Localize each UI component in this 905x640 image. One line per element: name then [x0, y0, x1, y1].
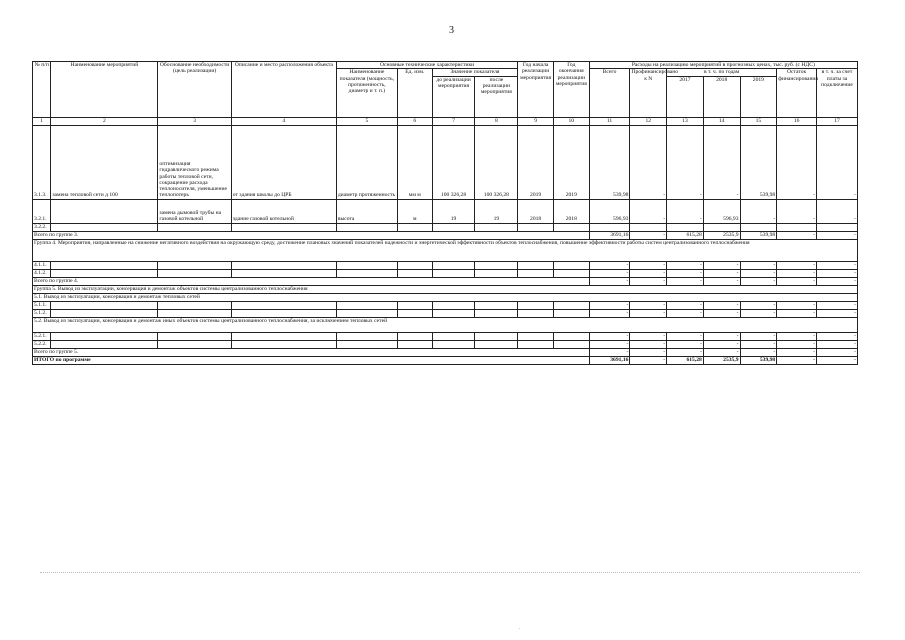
dash-cell: -: [589, 269, 630, 277]
value-before: 19: [432, 199, 475, 223]
header-row-1: [33, 62, 858, 69]
dash-cell: -: [817, 261, 858, 269]
col-index: 1: [33, 117, 51, 125]
group-heading-row: [33, 239, 858, 261]
group-total-row: [33, 277, 858, 285]
row-number: 5.2.1.: [33, 332, 51, 340]
dash-cell: -: [667, 348, 704, 356]
dash-cell: -: [630, 309, 667, 317]
cost-profinanced: -: [630, 231, 667, 239]
dash-cell: -: [777, 261, 817, 269]
hdr-2019: 2019: [740, 76, 777, 117]
col-index: 15: [740, 117, 777, 125]
cost-2017: 615,28: [667, 231, 704, 239]
year-start: 2019: [518, 125, 554, 199]
group-total-label: Всего по группе 3.: [33, 231, 590, 239]
table-row: [33, 125, 858, 199]
col-index: 7: [432, 117, 475, 125]
group-total-row: [33, 348, 858, 356]
dash-cell: -: [589, 348, 630, 356]
hdr-year-end: Год окончания реализации мероприятия: [553, 62, 589, 118]
dash-cell: -: [703, 261, 740, 269]
dash-cell: -: [777, 269, 817, 277]
dash-cell: -: [777, 277, 817, 285]
dash-cell: -: [740, 340, 777, 348]
dash-cell: -: [703, 301, 740, 309]
row-number: 4.1.1.: [33, 261, 51, 269]
dash-cell: -: [777, 332, 817, 340]
measure-name: замена тепловой сети д 100: [51, 125, 158, 199]
dash-cell: -: [589, 340, 630, 348]
year-end: 2019: [553, 125, 589, 199]
dash-cell: -: [703, 269, 740, 277]
subgroup-5-2-heading: 5.2. Вывод из эксплуатации, консервация и демонтаж иных объектов системы централизованного теплоснабжения, за исключением тепловых сетей: [33, 317, 858, 332]
cost-2019: 539,98: [740, 231, 777, 239]
hdr-location: Описание и место расположения объекта: [231, 62, 336, 118]
dash-cell: -: [667, 277, 704, 285]
dash-cell: -: [777, 309, 817, 317]
hdr-by-years: в т. ч. по годам: [667, 69, 777, 76]
measure-reason: замена дымовой трубы на газовой котельной: [158, 199, 231, 223]
dash-cell: -: [740, 332, 777, 340]
dash-cell: -: [589, 261, 630, 269]
col-index: 12: [630, 117, 667, 125]
cost-2018: 2535,9: [703, 356, 740, 364]
hdr-costs-group: Расходы на реализацию мероприятий в прогнозных ценах, тыс. руб. (с НДС): [589, 62, 857, 69]
dash-cell: -: [630, 277, 667, 285]
hdr-reason: Обоснование необходимости (цель реализации): [158, 62, 231, 118]
col-index: 11: [589, 117, 630, 125]
dash-cell: -: [630, 301, 667, 309]
row-number: 5.1.2.: [33, 309, 51, 317]
tech-name: высота: [336, 199, 397, 223]
table-row: [33, 261, 858, 269]
table-row: [33, 223, 858, 231]
value-after: 19: [475, 199, 518, 223]
row-number: 5.1.1.: [33, 301, 51, 309]
cost-profinanced: -: [630, 356, 667, 364]
scan-artifact-mark: .: [519, 625, 521, 631]
table-row: [33, 199, 858, 223]
dash-cell: -: [777, 340, 817, 348]
program-total-row: [33, 356, 858, 364]
dash-cell: -: [630, 269, 667, 277]
dash-cell: -: [740, 277, 777, 285]
col-index: 4: [231, 117, 336, 125]
hdr-2017: 2017: [667, 76, 704, 117]
cost-2017: -: [667, 199, 704, 223]
dash-cell: -: [817, 301, 858, 309]
year-end: 2018: [553, 199, 589, 223]
group-total-row: [33, 231, 858, 239]
col-index: 8: [475, 117, 518, 125]
year-start: 2018: [518, 199, 554, 223]
dash-cell: -: [589, 301, 630, 309]
hdr-value-after: после реализации мероприятия: [475, 76, 518, 117]
group-total-label: Всего по группе 5.: [33, 348, 590, 356]
dash-cell: -: [817, 277, 858, 285]
program-total-label: ИТОГО по программе: [33, 356, 590, 364]
dash-cell: -: [667, 332, 704, 340]
row-number: 3.2.2.: [33, 223, 51, 231]
cost-2018: 596,93: [703, 199, 740, 223]
cost-total: 3691,16: [589, 356, 630, 364]
hdr-2018: 2018: [703, 76, 740, 117]
dash-cell: -: [667, 261, 704, 269]
measure-reason: оптимизация гидравлического режима работы тепловой сети, сокращение расхода теплоносителя, уменьшение теплопотерь: [158, 125, 231, 199]
table-row: [33, 269, 858, 277]
dash-cell: -: [703, 348, 740, 356]
tech-unit: м: [397, 199, 432, 223]
dash-cell: -: [703, 340, 740, 348]
measure-name: [51, 199, 158, 223]
tech-unit: мм м: [397, 125, 432, 199]
table-row: [33, 340, 858, 348]
value-before: 100 326,28: [432, 125, 475, 199]
dash-cell: -: [740, 261, 777, 269]
col-index: 5: [336, 117, 397, 125]
cost-2019: 539,98: [740, 356, 777, 364]
dash-cell: -: [740, 301, 777, 309]
measure-location: от здания школы до ЦРБ: [231, 125, 336, 199]
dash-cell: -: [740, 269, 777, 277]
cost-2017: -: [667, 125, 704, 199]
hdr-num: № п/п: [33, 62, 51, 118]
dash-cell: -: [667, 340, 704, 348]
col-index: 13: [667, 117, 704, 125]
cost-2019: -: [740, 199, 777, 223]
group-5-heading: Группа 5. Вывод из эксплуатации, консервация и демонтаж объектов системы централизованного теплоснабжения: [33, 285, 858, 293]
dash-cell: -: [630, 332, 667, 340]
hdr-year-start: Год начала реализации мероприятия: [518, 62, 554, 118]
dash-cell: -: [817, 348, 858, 356]
hdr-value-before: до реализации мероприятия: [432, 76, 475, 117]
dash-cell: -: [667, 309, 704, 317]
dash-cell: -: [740, 348, 777, 356]
group-4-heading: Группа 4. Мероприятия, направленные на снижение негативного воздействия на окружающую среду, достижение плановых значений показателей надежности и энергетической эффективности объектов теплоснабжения, повышение эффективности работы систем централизованного теплоснабжения: [33, 239, 858, 261]
hdr-tech-name: Наименование показателя (мощность, протяженность, диаметр и т. п.): [336, 69, 397, 117]
cost-total: 539,98: [589, 125, 630, 199]
dash-cell: -: [740, 309, 777, 317]
dash-cell: -: [703, 332, 740, 340]
hdr-remaining: Остаток финансирования: [777, 69, 817, 117]
dash-cell: -: [630, 261, 667, 269]
col-index: 16: [777, 117, 817, 125]
dash-cell: -: [817, 332, 858, 340]
col-index: 10: [553, 117, 589, 125]
dash-cell: -: [703, 309, 740, 317]
dash-cell: -: [777, 348, 817, 356]
table-row: [33, 332, 858, 340]
cost-tariff: -: [817, 231, 858, 239]
cost-2018: 2535,9: [703, 231, 740, 239]
column-index-row: [33, 117, 858, 125]
hdr-tech-group: Основные технические характеристики: [336, 62, 517, 69]
cost-remaining: -: [777, 199, 817, 223]
col-index: 6: [397, 117, 432, 125]
dash-cell: -: [589, 277, 630, 285]
dash-cell: -: [667, 269, 704, 277]
dash-cell: -: [667, 301, 704, 309]
dash-cell: -: [589, 332, 630, 340]
subgroup-5-1-heading: 5.1. Вывод из эксплуатации, консервация и демонтаж тепловых сетей: [33, 293, 858, 301]
dash-cell: -: [817, 340, 858, 348]
row-number: 3.2.1.: [33, 199, 51, 223]
cost-remaining: -: [777, 231, 817, 239]
cost-tariff: -: [817, 356, 858, 364]
cost-total: 596,93: [589, 199, 630, 223]
cost-profinanced: -: [630, 125, 667, 199]
scan-artifact-line: [40, 572, 860, 573]
hdr-incl-tariff: в т. ч. за счет платы за подключение: [817, 69, 858, 117]
subgroup-heading-row: [33, 293, 858, 301]
row-number: 4.1.2.: [33, 269, 51, 277]
dash-cell: -: [777, 301, 817, 309]
dash-cell: -: [817, 309, 858, 317]
page-number: 3: [449, 25, 454, 36]
table-row: [33, 309, 858, 317]
table-row: [33, 301, 858, 309]
cost-total: 3691,16: [589, 231, 630, 239]
dash-cell: -: [589, 309, 630, 317]
group-heading-row: [33, 285, 858, 293]
cost-2017: 615,28: [667, 356, 704, 364]
cost-remaining: -: [777, 125, 817, 199]
cost-remaining: -: [777, 356, 817, 364]
col-index: 17: [817, 117, 858, 125]
hdr-tech-value: Значение показателя: [432, 69, 518, 76]
cost-2019: 539,98: [740, 125, 777, 199]
col-index: 9: [518, 117, 554, 125]
cost-tariff: -: [817, 199, 858, 223]
subgroup-heading-row: [33, 317, 858, 332]
row-number: 5.2.2.: [33, 340, 51, 348]
dash-cell: -: [630, 348, 667, 356]
value-after: 100 326,28: [475, 125, 518, 199]
dash-cell: -: [630, 340, 667, 348]
col-index: 14: [703, 117, 740, 125]
hdr-name: Наименование мероприятий: [51, 62, 158, 118]
cost-tariff: -: [817, 125, 858, 199]
cost-profinanced: -: [630, 199, 667, 223]
group-total-label: Всего по группе 4.: [33, 277, 590, 285]
dash-cell: -: [817, 269, 858, 277]
col-index: 3: [158, 117, 231, 125]
hdr-total: Всего: [589, 69, 630, 117]
dash-cell: -: [703, 277, 740, 285]
tech-name: диаметр протяженность: [336, 125, 397, 199]
investment-program-table: [32, 61, 858, 365]
hdr-profinanced: Профинансировано к N: [630, 69, 667, 117]
hdr-tech-unit: Ед. изм.: [397, 69, 432, 117]
measure-location: здание газовой котельной: [231, 199, 336, 223]
cost-2018: -: [703, 125, 740, 199]
row-number: 3.1.3.: [33, 125, 51, 199]
col-index: 2: [51, 117, 158, 125]
